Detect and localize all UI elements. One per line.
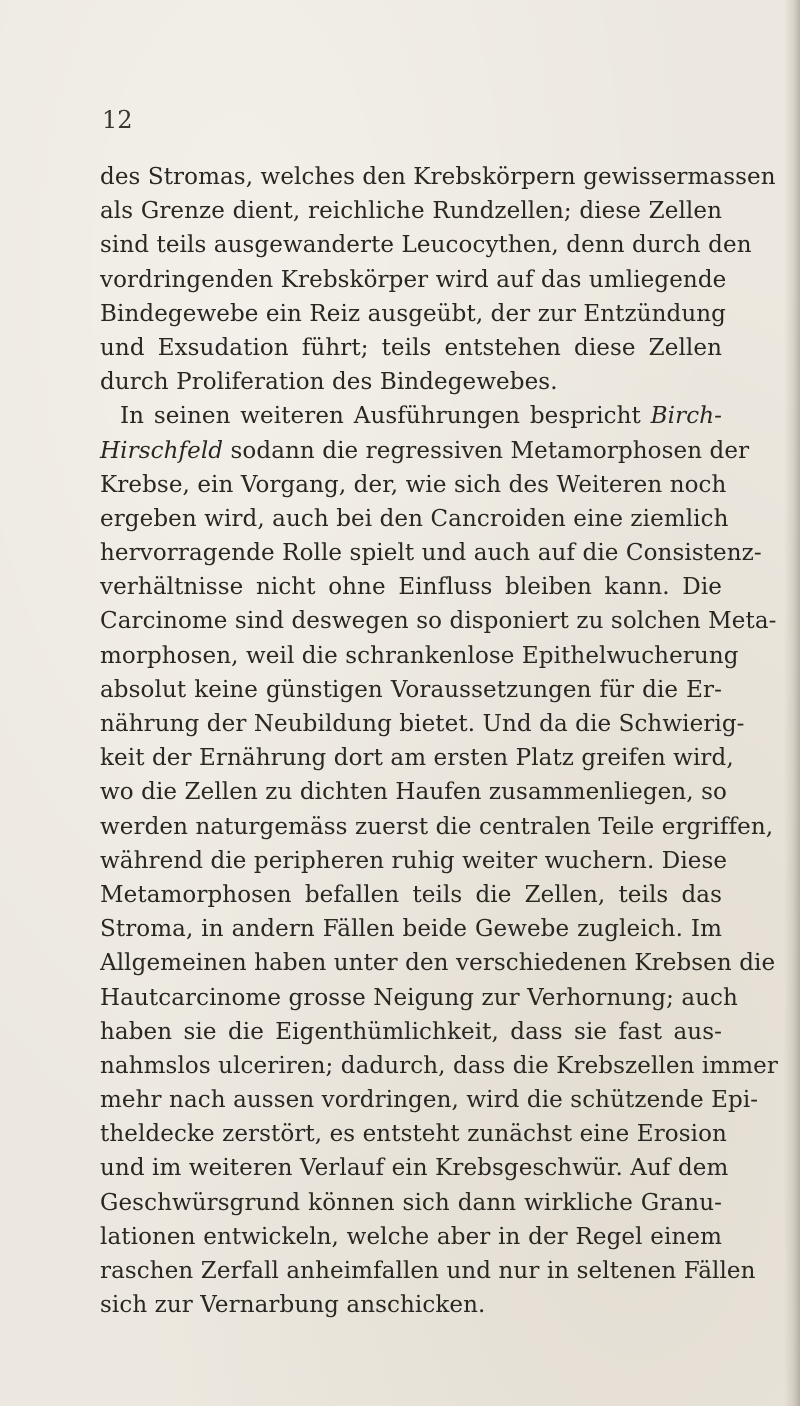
text-line: Stroma, in andern Fällen beide Gewebe zugleich. Im	[100, 916, 722, 943]
text-line: und Exsudation führt; teils entstehen diese Zellen	[100, 334, 722, 361]
text-line: wo die Zellen zu dichten Haufen zusammenliegen, so	[100, 779, 727, 806]
text-line: Carcinome sind deswegen so disponiert zu solchen Meta-	[100, 608, 777, 635]
text-line: lationen entwickeln, welche aber in der Regel einem	[100, 1223, 722, 1250]
text-line: Krebse, ein Vorgang, der, wie sich des Weiteren noch	[100, 471, 727, 498]
text-line-part: sodann die regressiven Metamorphosen der	[223, 437, 750, 464]
text-line: Geschwürsgrund können sich dann wirkliche Granu-	[100, 1189, 722, 1216]
text-line: Metamorphosen befallen teils die Zellen, teils das	[100, 881, 722, 908]
text-line: sich zur Vernarbung anschicken.	[100, 1292, 486, 1319]
text-line: keit der Ernährung dort am ersten Platz greifen wird,	[100, 745, 734, 772]
text-line: theldecke zerstört, es entsteht zunächst eine Erosion	[100, 1121, 727, 1148]
text-line: Hautcarcinome grosse Neigung zur Verhornung; auch	[100, 984, 738, 1011]
text-line: verhältnisse nicht ohne Einfluss bleiben kann. Die	[100, 574, 722, 601]
text-line: durch Proliferation des Bindegewebes.	[100, 369, 558, 396]
text-line: nährung der Neubildung bietet. Und da die Schwierig-	[100, 711, 745, 737]
text-line-part: In seinen weiteren Ausführungen bespricht	[120, 403, 651, 430]
text-line: des Stromas, welches den Krebskörpern gewissermassen	[100, 164, 776, 190]
text-line: absolut keine günstigen Voraussetzungen für die Er-	[100, 676, 722, 703]
text-line: nahmslos ulceriren; dadurch, dass die Krebszellen immer	[100, 1052, 778, 1079]
text-line: haben sie die Eigenthümlichkeit, dass sie fast aus-	[100, 1018, 722, 1045]
text-line: und im weiteren Verlauf ein Krebsgeschwür. Auf dem	[100, 1155, 729, 1182]
text-line: morphosen, weil die schrankenlose Epithelwucherung	[100, 642, 739, 669]
author-name-italic: Hirschfeld	[100, 437, 224, 464]
text-line-paragraph-start	[100, 399, 722, 433]
text-line: werden naturgemäss zuerst die centralen Teile ergriffen,	[100, 813, 774, 840]
text-line: Allgemeinen haben unter den verschiedenen Krebsen die	[100, 950, 776, 977]
text-line: Bindegewebe ein Reiz ausgeübt, der zur Entzündung	[100, 300, 726, 327]
body-text	[100, 160, 778, 1322]
text-line: während die peripheren ruhig weiter wuchern. Diese	[100, 847, 728, 874]
text-line: als Grenze dient, reichliche Rundzellen; diese Zellen	[100, 198, 722, 225]
text-line: hervorragende Rolle spielt und auch auf die Consistenz-	[100, 540, 762, 567]
text-line: raschen Zerfall anheimfallen und nur in seltenen Fällen	[100, 1258, 756, 1284]
author-name-italic: Birch-	[650, 403, 722, 430]
text-line	[100, 434, 750, 468]
text-line: sind teils ausgewanderte Leucocythen, denn durch den	[100, 232, 752, 259]
page-number: 12	[102, 106, 133, 134]
page-edge-shadow	[784, 0, 800, 1406]
text-line: ergeben wird, auch bei den Cancroiden eine ziemlich	[100, 505, 729, 532]
text-line: mehr nach aussen vordringen, wird die schützende Epi-	[100, 1087, 759, 1114]
text-line: vordringenden Krebskörper wird auf das umliegende	[100, 266, 727, 293]
